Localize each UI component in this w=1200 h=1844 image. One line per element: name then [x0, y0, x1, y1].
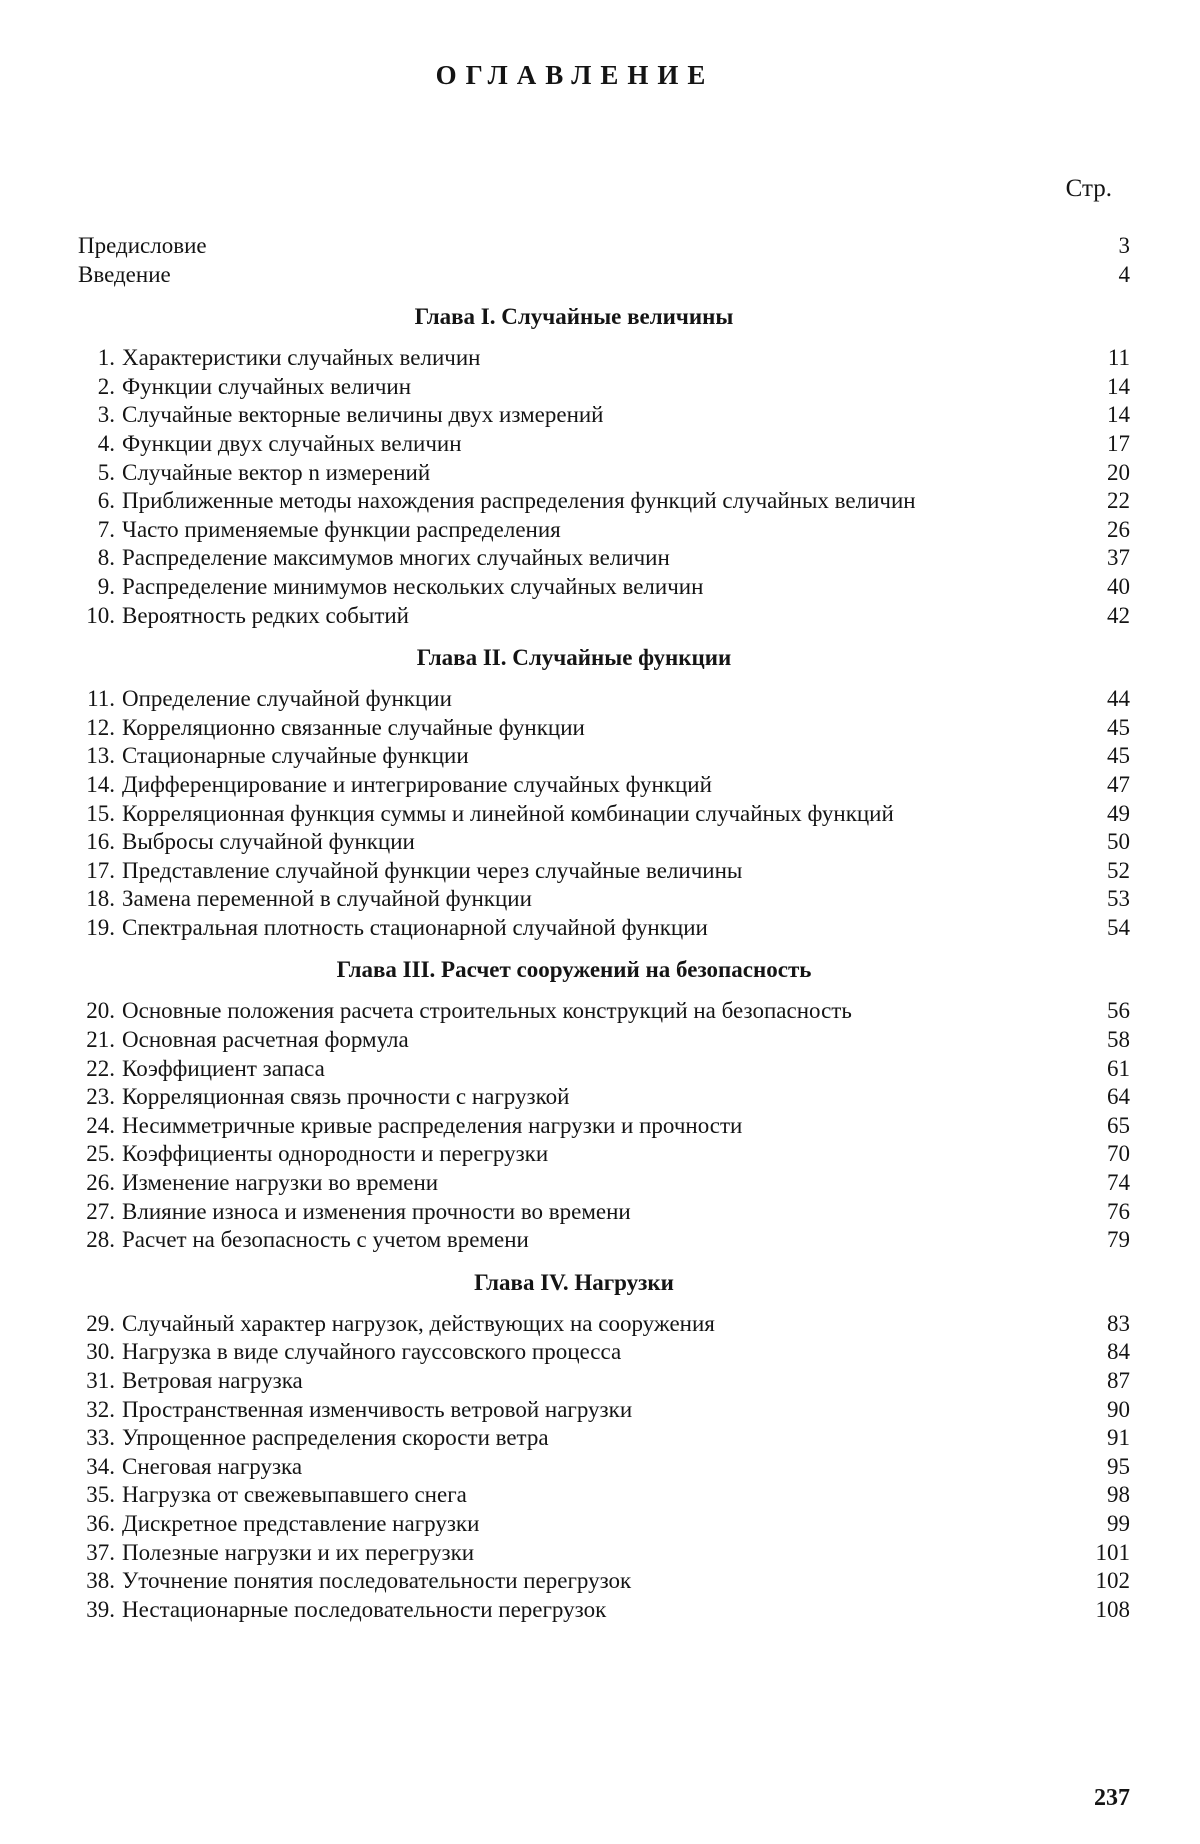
entry-title: Дифференцирование и интегрирование случайных функций — [122, 771, 712, 797]
entry-number: 13. — [86, 743, 115, 769]
entry-title: Нестационарные последовательности перегрузок — [122, 1596, 607, 1622]
entry-page-number: 45 — [1107, 743, 1130, 769]
entry-title: Выбросы случайной функции — [122, 829, 415, 855]
entry-page-number: 64 — [1107, 1084, 1130, 1110]
entry-title: Характеристики случайных величин — [122, 345, 481, 371]
entry-page-number: 91 — [1107, 1425, 1130, 1451]
entry-number: 16. — [86, 829, 115, 855]
entry-number: 37. — [86, 1539, 115, 1565]
toc-entry[interactable] — [78, 828, 1130, 857]
entry-number: 35. — [86, 1482, 115, 1508]
entry-number: 27. — [86, 1198, 115, 1224]
toc-entry[interactable] — [78, 1140, 1130, 1169]
toc-entry[interactable] — [78, 1026, 1130, 1055]
entry-title: Стационарные случайные функции — [122, 743, 469, 769]
entry-number: 11. — [87, 686, 115, 712]
toc-entry[interactable] — [78, 1539, 1130, 1568]
entry-title: Случайные вектор n измерений — [122, 459, 431, 485]
entry-number: 10. — [86, 602, 115, 628]
toc-entry[interactable] — [78, 1510, 1130, 1539]
entry-page-number: 14 — [1107, 402, 1130, 428]
toc-entry[interactable] — [78, 1055, 1130, 1084]
entry-number: 19. — [86, 914, 115, 940]
entry-title: Снеговая нагрузка — [122, 1453, 303, 1479]
entry-page-number: 90 — [1107, 1396, 1130, 1422]
toc-entry[interactable] — [78, 1338, 1130, 1367]
toc-entry[interactable] — [78, 1424, 1130, 1453]
toc-entry[interactable] — [78, 232, 1130, 261]
entry-page-number: 102 — [1095, 1568, 1130, 1594]
toc-entry[interactable] — [78, 1596, 1130, 1625]
entry-title: Распределение максимумов многих случайных величин — [122, 545, 670, 571]
entry-page-number: 53 — [1107, 886, 1130, 912]
entry-number: 23. — [86, 1084, 115, 1110]
entry-title: Корреляционно связанные случайные функции — [122, 714, 585, 740]
entry-page-number: 79 — [1107, 1227, 1130, 1253]
entry-number: 36. — [86, 1510, 115, 1536]
toc-entry[interactable] — [78, 261, 1130, 290]
entry-page-number: 56 — [1107, 998, 1130, 1024]
toc-entry[interactable] — [78, 1083, 1130, 1112]
entry-page-number: 84 — [1107, 1339, 1130, 1365]
entry-page-number: 45 — [1107, 714, 1130, 740]
entry-number: 39. — [86, 1596, 115, 1622]
entry-number: 5. — [97, 459, 115, 485]
entry-title: Спектральная плотность стационарной случайной функции — [122, 914, 708, 940]
entry-number: 7. — [97, 516, 115, 542]
toc-entry[interactable] — [78, 1226, 1130, 1255]
entry-title: Предисловие — [78, 233, 207, 258]
entry-page-number: 61 — [1107, 1055, 1130, 1081]
entry-page-number: 40 — [1107, 573, 1130, 599]
entry-page-number: 101 — [1095, 1539, 1130, 1565]
toc-entry[interactable] — [78, 1198, 1130, 1227]
entry-number: 31. — [86, 1368, 115, 1393]
toc-entry[interactable] — [78, 914, 1130, 943]
entry-page-number: 17 — [1107, 430, 1130, 456]
entry-page-number: 14 — [1107, 373, 1130, 399]
entry-page-number: 50 — [1107, 829, 1130, 855]
entry-title: Корреляционная связь прочности с нагрузкой — [122, 1084, 570, 1110]
page-column-label: Стр. — [1065, 175, 1112, 202]
entry-page-number: 76 — [1107, 1198, 1130, 1224]
entry-title: Корреляционная функция суммы и линейной комбинации случайных функций — [122, 800, 894, 826]
entry-number: 30. — [86, 1339, 115, 1365]
entry-title: Часто применяемые функции распределения — [122, 516, 561, 542]
entry-title: Распределение минимумов нескольких случайных величин — [122, 573, 704, 599]
toc-entry[interactable] — [78, 544, 1130, 573]
entry-number: 25. — [86, 1141, 115, 1167]
toc-entry[interactable] — [78, 1112, 1130, 1141]
entry-title: Нагрузка от свежевыпавшего снега — [122, 1482, 467, 1508]
toc-entry[interactable] — [78, 1367, 1130, 1396]
entry-title: Основная расчетная формула — [122, 1027, 409, 1053]
toc-entry[interactable] — [78, 857, 1130, 886]
entry-title: Функции двух случайных величин — [122, 430, 462, 456]
toc-entry[interactable] — [78, 742, 1130, 771]
entry-title: Изменение нагрузки во времени — [122, 1170, 439, 1196]
entry-title: Упрощенное распределения скорости ветра — [122, 1425, 549, 1451]
entry-title: Функции случайных величин — [122, 373, 412, 399]
chapter-heading: Глава IV. Нагрузки — [474, 1269, 674, 1295]
chapter-heading: Глава I. Случайные величины — [414, 304, 734, 330]
entry-page-number: 11 — [1107, 345, 1130, 371]
entry-page-number: 44 — [1107, 686, 1130, 712]
toc-entry[interactable] — [78, 344, 1130, 373]
toc-entry[interactable] — [78, 373, 1130, 402]
entry-number: 1. — [97, 345, 115, 371]
toc-entry[interactable] — [78, 516, 1130, 545]
toc-entry[interactable] — [78, 1481, 1130, 1510]
entry-title: Несимметричные кривые распределения нагрузки и прочности — [122, 1112, 743, 1138]
toc-entry[interactable] — [78, 997, 1130, 1026]
toc-entry[interactable] — [78, 771, 1130, 800]
entry-number: 15. — [86, 800, 115, 826]
entry-page-number: 98 — [1107, 1482, 1130, 1508]
entry-number: 26. — [86, 1170, 115, 1196]
entry-number: 17. — [86, 857, 115, 883]
entry-page-number: 20 — [1107, 459, 1130, 485]
entry-page-number: 49 — [1107, 800, 1130, 826]
entry-title: Расчет на безопасность с учетом времени — [122, 1227, 529, 1253]
chapter-heading: Глава III. Расчет сооружений на безопасность — [336, 957, 812, 983]
entry-title: Полезные нагрузки и их перегрузки — [122, 1539, 475, 1565]
toc-entry[interactable] — [78, 1169, 1130, 1198]
entry-page-number: 54 — [1107, 914, 1130, 940]
entry-number: 14. — [86, 771, 115, 797]
entry-title: Случайные векторные величины двух измерений — [122, 402, 604, 428]
toc-entry[interactable] — [78, 1396, 1130, 1425]
entry-title: Замена переменной в случайной функции — [122, 886, 532, 912]
entry-number: 22. — [86, 1055, 115, 1081]
entry-number: 21. — [86, 1027, 115, 1053]
entry-page-number: 22 — [1107, 488, 1130, 514]
entry-number: 9. — [97, 573, 115, 599]
toc-entry[interactable] — [78, 1567, 1130, 1596]
toc-entry[interactable] — [78, 1310, 1130, 1339]
entry-number: 28. — [86, 1227, 115, 1253]
entry-page-number: 4 — [1118, 261, 1130, 287]
toc-entry[interactable] — [78, 401, 1130, 430]
entry-title: Дискретное представление нагрузки — [122, 1510, 480, 1536]
entry-number: 3. — [97, 402, 115, 428]
entry-page-number: 95 — [1107, 1453, 1130, 1479]
entry-number: 29. — [86, 1310, 115, 1336]
entry-number: 18. — [86, 886, 115, 912]
entry-title: Вероятность редких событий — [122, 602, 409, 628]
entry-title: Коэффициенты однородности и перегрузки — [122, 1141, 549, 1167]
toc-entry[interactable] — [78, 430, 1130, 459]
entry-number: 12. — [86, 714, 115, 740]
entry-number: 8. — [97, 545, 115, 571]
entry-page-number: 108 — [1095, 1596, 1130, 1622]
toc-entry[interactable] — [78, 573, 1130, 602]
toc-entry[interactable] — [78, 602, 1130, 631]
entry-page-number: 26 — [1107, 516, 1130, 542]
entry-page-number: 37 — [1107, 545, 1130, 571]
entry-title: Нагрузка в виде случайного гауссовского процесса — [122, 1339, 622, 1365]
entry-page-number: 74 — [1107, 1170, 1130, 1196]
entry-title: Случайный характер нагрузок, действующих на сооружения — [122, 1310, 715, 1336]
toc-entry[interactable] — [78, 685, 1130, 714]
entry-page-number: 65 — [1107, 1112, 1130, 1138]
entry-title: Уточнение понятия последовательности перегрузок — [122, 1568, 632, 1594]
entry-page-number: 52 — [1107, 857, 1130, 883]
entry-title: Влияние износа и изменения прочности во времени — [122, 1198, 631, 1224]
entry-number: 6. — [97, 488, 115, 514]
toc-entry[interactable] — [78, 487, 1130, 516]
entry-page-number: 47 — [1107, 771, 1130, 797]
toc-entry[interactable] — [78, 714, 1130, 743]
entry-title: Пространственная изменчивость ветровой нагрузки — [122, 1396, 633, 1422]
entry-title: Представление случайной функции через случайные величины — [122, 857, 743, 883]
entry-number: 38. — [86, 1568, 115, 1594]
entry-title: Ветровая нагрузка — [122, 1368, 303, 1393]
toc-entry[interactable] — [78, 1453, 1130, 1482]
entry-number: 33. — [86, 1425, 115, 1451]
page-number: 237 — [1094, 1785, 1130, 1811]
table-of-contents — [78, 232, 1130, 1624]
toc-entry[interactable] — [78, 459, 1130, 488]
entry-title: Определение случайной функции — [122, 686, 452, 712]
entry-title: Введение — [78, 261, 171, 287]
entry-page-number: 58 — [1107, 1027, 1130, 1053]
page-title: ОГЛАВЛЕНИЕ — [435, 60, 715, 90]
entry-number: 20. — [86, 998, 115, 1024]
entry-page-number: 3 — [1118, 233, 1130, 258]
entry-title: Приближенные методы нахождения распределения функций случайных величин — [122, 488, 916, 514]
chapter-heading: Глава II. Случайные функции — [416, 645, 732, 671]
toc-entry[interactable] — [78, 885, 1130, 914]
entry-page-number: 83 — [1107, 1310, 1130, 1336]
toc-entry[interactable] — [78, 800, 1130, 829]
entry-number: 24. — [86, 1112, 115, 1138]
entry-page-number: 70 — [1107, 1141, 1130, 1167]
entry-number: 34. — [86, 1453, 115, 1479]
entry-page-number: 87 — [1107, 1368, 1130, 1393]
entry-page-number: 42 — [1107, 602, 1130, 628]
entry-number: 4. — [97, 430, 115, 456]
entry-number: 2. — [97, 373, 115, 399]
entry-page-number: 99 — [1107, 1510, 1130, 1536]
entry-title: Основные положения расчета строительных конструкций на безопасность — [122, 998, 852, 1024]
entry-number: 32. — [86, 1396, 115, 1422]
entry-title: Коэффициент запаса — [122, 1055, 325, 1081]
